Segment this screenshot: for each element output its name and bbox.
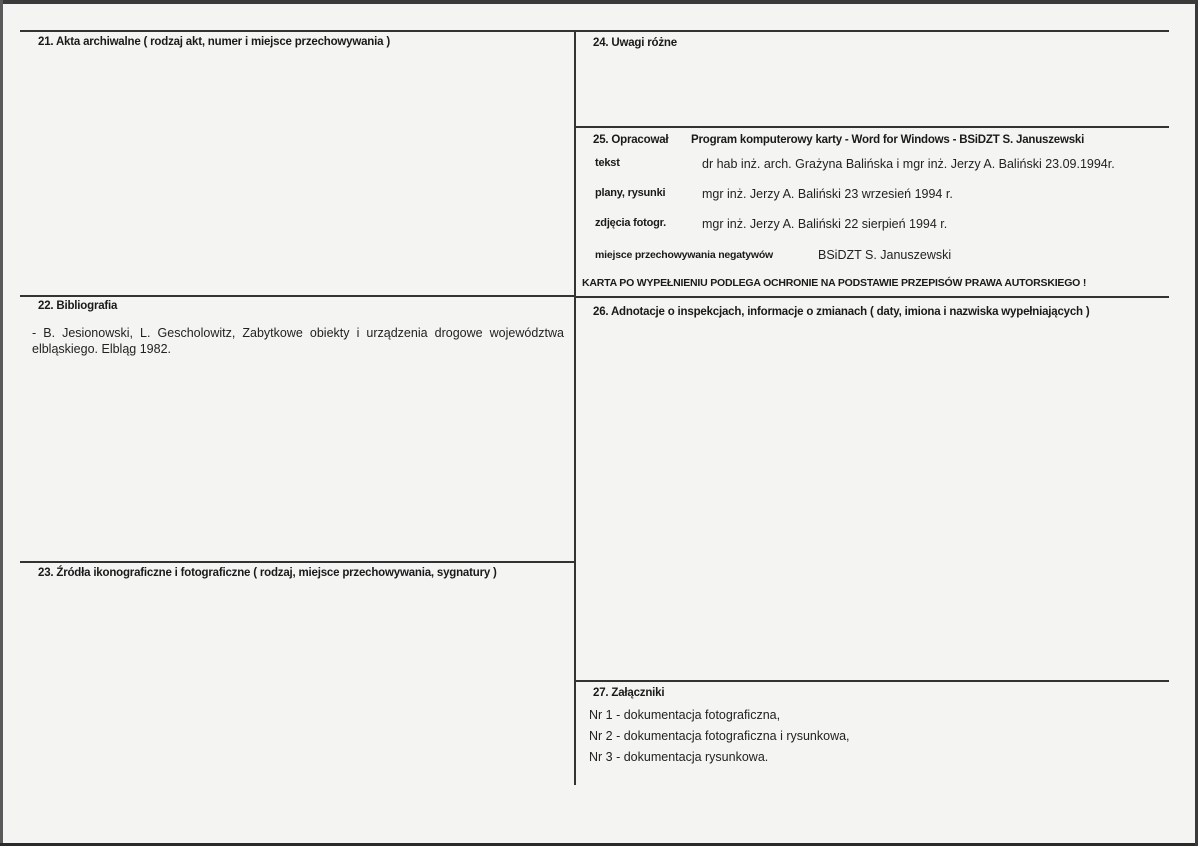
section-23-header: 23. Źródła ikonograficzne i fotograficzne ( rodzaj, miejsce przechowywania, sygnatury ) xyxy=(38,567,497,579)
copyright-notice: KARTA PO WYPEŁNIENIU PODLEGA OCHRONIE NA PODSTAWIE PRZEPISÓW PRAWA AUTORSKIEGO ! xyxy=(582,277,1087,289)
value-zdjecia: mgr inż. Jerzy A. Baliński 22 sierpień 1994 r. xyxy=(702,217,948,231)
label-negatives: miejsce przechowywania negatywów xyxy=(595,249,773,261)
bibliography-entry: - B. Jesionowski, L. Gescholowitz, Zabytkowe obiekty i urządzenia drogowe województwa elbląskiego. Elbląg 1982. xyxy=(32,326,564,356)
top-rule xyxy=(20,30,1169,32)
value-tekst: dr hab inż. arch. Grażyna Balińska i mgr inż. Jerzy A. Baliński 23.09.1994r. xyxy=(702,157,1115,171)
program-credit: Program komputerowy karty - Word for Windows - BSiDZT S. Januszewski xyxy=(691,134,1085,146)
section-22-header: 22. Bibliografia xyxy=(38,300,118,312)
value-negatives: BSiDZT S. Januszewski xyxy=(818,248,952,262)
center-divider xyxy=(574,30,576,785)
section-25-header: 25. Opracował xyxy=(593,134,669,146)
card-edge-top xyxy=(0,0,1198,4)
section-24-header: 24. Uwagi różne xyxy=(593,37,677,49)
divider-24-25 xyxy=(576,126,1169,128)
label-tekst: tekst xyxy=(595,157,620,169)
section-26-header: 26. Adnotacje o inspekcjach, informacje o zmianach ( daty, imiona i nazwiska wypełniających ) xyxy=(593,306,1090,318)
attachment-item: Nr 3 - dokumentacja rysunkowa. xyxy=(589,750,769,764)
attachment-item: Nr 1 - dokumentacja fotograficzna, xyxy=(589,708,781,722)
divider-22-23 xyxy=(20,561,574,563)
divider-26-27 xyxy=(576,680,1169,682)
value-plany-rysunki: mgr inż. Jerzy A. Baliński 23 wrzesień 1994 r. xyxy=(702,187,953,201)
card-edge-left xyxy=(0,0,3,846)
section-27-header: 27. Załączniki xyxy=(593,687,665,699)
divider-25-26 xyxy=(576,296,1169,298)
label-zdjecia: zdjęcia fotogr. xyxy=(595,217,666,229)
attachment-item: Nr 2 - dokumentacja fotograficzna i rysunkowa, xyxy=(589,729,850,743)
section-21-header: 21. Akta archiwalne ( rodzaj akt, numer i miejsce przechowywania ) xyxy=(38,36,390,48)
divider-21-22 xyxy=(20,295,574,297)
label-plany-rysunki: plany, rysunki xyxy=(595,187,666,199)
